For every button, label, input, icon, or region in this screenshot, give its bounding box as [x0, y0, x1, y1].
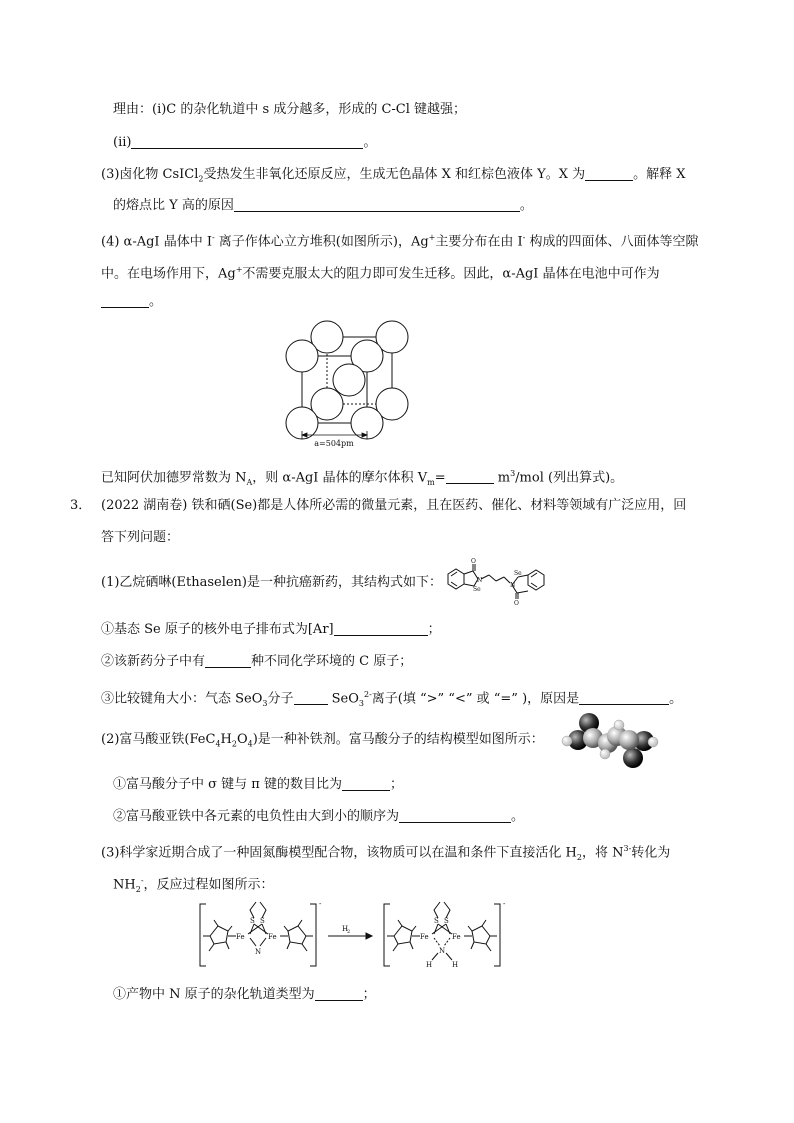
iodide-ion	[286, 340, 318, 372]
answer-blank[interactable]	[585, 166, 633, 181]
hydrogen-atom	[562, 736, 572, 746]
cell-edge-label: a=504pm	[314, 439, 354, 448]
oxygen-atom	[623, 748, 643, 768]
atom-label: Fe	[420, 933, 429, 941]
part4-line3: 。	[101, 293, 162, 311]
fumaric-acid-model	[560, 710, 660, 770]
question-3-number: 3．	[70, 498, 92, 513]
atom-label: H	[452, 961, 459, 969]
bcc-cell-figure	[282, 318, 412, 448]
atom-label: Fe	[236, 933, 245, 941]
q3-part3-line2: $NH_2^-$，反应过程如图所示：	[113, 876, 274, 894]
answer-blank[interactable]	[579, 690, 669, 705]
part4-line2: 中。在电场作用下，Ag+不需要克服太大的阻力即可发生迁移。因此，α-AgI 晶体在电池中可作为	[101, 265, 660, 282]
question-3-stem-2: 答下列问题：	[101, 530, 180, 545]
atom-label: S	[444, 917, 449, 925]
answer-blank[interactable]	[234, 197, 520, 212]
atom-label: S	[434, 917, 439, 925]
part3-line2: 的熔点比 Y 高的原因 。	[113, 198, 533, 213]
atom-label: N	[439, 947, 446, 955]
atom-label: N	[255, 948, 262, 956]
reason-i: 理由：(ⅰ)C 的杂化轨道中 s 成分越多，形成的 C-Cl 键越强；	[113, 102, 467, 117]
atom-label: N	[477, 577, 483, 584]
q3-part3-line1: (3)科学家近期合成了一种固氮酶模型配合物，该物质可以在温和条件下直接活化 $H_2$，将 $N^{3-}$转化为	[101, 844, 671, 862]
answer-blank[interactable]	[205, 653, 251, 668]
reagent-label: H	[342, 925, 349, 933]
q3-p3-i: ①产物中 N 原子的杂化轨道类型为 ；	[113, 987, 376, 1002]
answer-blank[interactable]	[294, 690, 328, 705]
molar-volume-line: 已知阿伏加德罗常数为 $N_A$，则 α-AgI 晶体的摩尔体积 $V_m= m^3/mol$ (列出算式)。	[101, 469, 624, 487]
answer-blank[interactable]	[101, 293, 149, 308]
reason-ii: (ⅱ) 。	[113, 135, 377, 150]
atom-label: S	[250, 917, 255, 925]
atom-label: Se	[514, 570, 522, 577]
q3-p1-iii: ③比较键角大小：气态 SeO$_3$分子 SeO$_3^{2-}$离子(填 “>” “<” 或 “=” )，原因是 。	[101, 690, 683, 708]
q3-p1-ii: ②该新药分子中有 种不同化学环境的 C 原子；	[101, 654, 413, 669]
atom-label: O	[514, 600, 519, 605]
answer-blank[interactable]	[399, 808, 511, 823]
carbon-atom	[619, 730, 639, 750]
answer-blank[interactable]	[334, 621, 428, 636]
question-3-stem-1: (2022 湖南卷) 铁和硒(Se)都是人体所必需的微量元素，且在医药、催化、材料等领域有广泛应用，回	[101, 498, 687, 513]
hydrogen-atom	[614, 720, 624, 730]
q3-p2-i: ①富马酸分子中 σ 键与 π 键的数目比为 ；	[113, 777, 403, 792]
part3-line1: (3)卤化物 CsICl$_2$受热发生非氧化还原反应，生成无色晶体 X 和红棕色液体 Y。X 为 。解释 X	[101, 167, 686, 184]
iodide-ion-center	[333, 364, 365, 396]
atom-label: S	[260, 917, 265, 925]
q3-p2-ii: ②富马酸亚铁中各元素的电负性由大到小的顺序为 。	[113, 809, 525, 824]
answer-blank[interactable]	[315, 986, 363, 1001]
q3-part2-intro: (2)富马酸亚铁$(FeC_4H_2O_4)$是一种补铁剂。富马酸分子的结构模型如图所示：	[101, 732, 544, 749]
atom-label: O	[471, 558, 476, 565]
hydrogen-atom	[600, 749, 610, 759]
reagent-label: 2	[347, 929, 351, 935]
q3-part1-intro: (1)乙烷硒啉(Ethaselen)是一种抗癌新药，其结构式如下：	[101, 575, 442, 590]
atom-label: H	[426, 961, 433, 969]
atom-label: Fe	[268, 933, 277, 941]
answer-blank[interactable]	[342, 776, 390, 791]
answer-blank[interactable]	[446, 469, 494, 484]
answer-blank[interactable]	[131, 134, 363, 149]
atom-label: Fe	[452, 933, 461, 941]
atom-label: N	[510, 582, 516, 589]
q3-p1-i: ①基态 Se 原子的核外电子排布式为[Ar] ；	[101, 622, 441, 637]
ethaselen-structure	[440, 555, 560, 605]
charge-label: -	[319, 900, 322, 908]
part4-line1: (4) α-AgI 晶体中 I- 离子作体心立方堆积(如图所示)，Ag+主要分布在由 I- 构成的四面体、八面体等空隙	[101, 233, 699, 250]
atom-label: Se	[473, 586, 481, 593]
hydrogen-atom	[648, 737, 658, 747]
charge-label: -	[503, 900, 506, 908]
reaction-scheme	[196, 896, 516, 972]
